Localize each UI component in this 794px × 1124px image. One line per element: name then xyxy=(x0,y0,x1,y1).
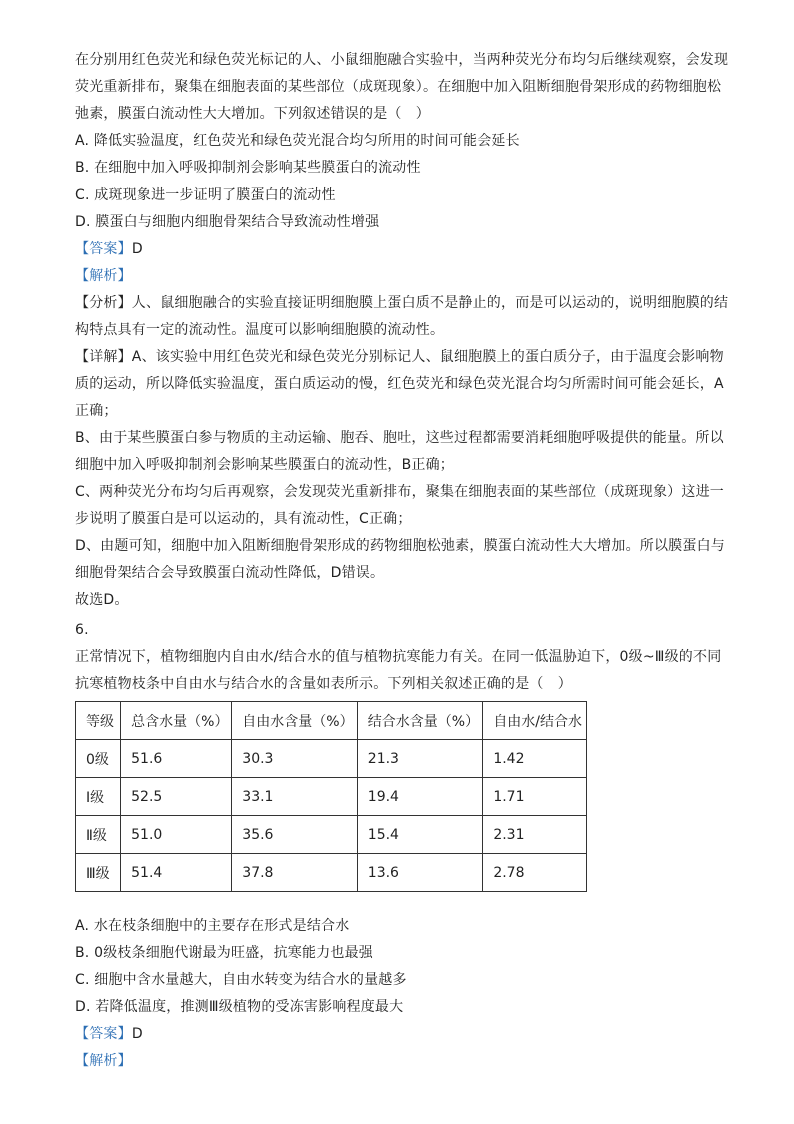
table-cell: 15.4 xyxy=(357,816,483,854)
q6-option-a: A. 水在枝条细胞中的主要存在形式是结合水 xyxy=(75,918,350,934)
table-header-cell: 自由水/结合水 xyxy=(483,702,587,740)
q6-option-d: D. 若降低温度，推测Ⅲ级植物的受冻害影响程度最大 xyxy=(75,999,404,1015)
q5-explanation-line-11: 细胞骨架结合会导致膜蛋白流动性降低，D错误。 xyxy=(75,565,385,581)
table-cell: 51.4 xyxy=(121,854,232,892)
table-cell: 33.1 xyxy=(232,778,358,816)
q5-explanation-line-2: 构特点具有一定的流动性。温度可以影响细胞膜的流动性。 xyxy=(75,322,445,338)
q6-number: 6. xyxy=(75,622,89,638)
q5-analysis-tag: 【解析】 xyxy=(75,268,132,284)
table-cell: Ⅰ级 xyxy=(76,778,121,816)
q5-explanation-line-6: B、由于某些膜蛋白参与物质的主动运输、胞吞、胞吐，这些过程都需要消耗细胞呼吸提供的能量。所以 xyxy=(75,430,724,446)
q6-stem-line-2: 抗寒植物枝条中自由水与结合水的含量如表所示。下列相关叙述正确的是（ ） xyxy=(75,676,572,692)
table-header-cell: 等级 xyxy=(76,702,121,740)
q6-answer xyxy=(75,1024,143,1044)
table-cell: Ⅱ级 xyxy=(76,816,121,854)
table-cell: 19.4 xyxy=(357,778,483,816)
answer-value: D xyxy=(131,241,143,257)
table-row xyxy=(76,816,587,854)
answer-tag: 【答案】 xyxy=(75,1026,132,1042)
q5-option-d: D. 膜蛋白与细胞内细胞骨架结合导致流动性增强 xyxy=(75,214,380,230)
q5-explanation-line-10: D、由题可知，细胞中加入阻断细胞骨架形成的药物细胞松弛素，膜蛋白流动性大大增加。所以膜蛋白与 xyxy=(75,538,725,554)
q5-explanation-line-7: 细胞中加入呼吸抑制剂会影响某些膜蛋白的流动性，B正确； xyxy=(75,457,455,473)
table-row xyxy=(76,778,587,816)
q5-explanation-line-1: 【分析】人、鼠细胞融合的实验直接证明细胞膜上蛋白质不是静止的，而是可以运动的，说明细胞膜的结 xyxy=(75,295,729,311)
table-header-cell: 结合水含量（%） xyxy=(357,702,483,740)
q5-explanation-line-3: 【详解】A、该实验中用红色荧光和绿色荧光分别标记人、鼠细胞膜上的蛋白质分子，由于温度会影响物 xyxy=(75,349,724,365)
q5-answer xyxy=(75,239,143,259)
water-content-table xyxy=(75,701,587,892)
table-header-row xyxy=(76,702,587,740)
q5-explanation-line-4: 质的运动，所以降低实验温度，蛋白质运动的慢，红色荧光和绿色荧光混合均匀所需时间可能会延长，A xyxy=(75,376,724,392)
table-cell: 2.78 xyxy=(483,854,587,892)
table-cell: 0级 xyxy=(76,740,121,778)
q6-analysis-tag: 【解析】 xyxy=(75,1053,132,1069)
table-cell: 1.42 xyxy=(483,740,587,778)
table-cell: Ⅲ级 xyxy=(76,854,121,892)
q6-stem-line-1: 正常情况下，植物细胞内自由水/结合水的值与植物抗寒能力有关。在同一低温胁迫下，0级~Ⅲ级的不同 xyxy=(75,649,722,665)
table-row xyxy=(76,740,587,778)
q5-explanation-line-8: C、两种荧光分布均匀后再观察，会发现荧光重新排布，聚集在细胞表面的某些部位（成斑现象）这进一 xyxy=(75,484,724,500)
table-cell: 52.5 xyxy=(121,778,232,816)
table-cell: 51.0 xyxy=(121,816,232,854)
q5-stem-line-1: 在分别用红色荧光和绿色荧光标记的人、小鼠细胞融合实验中，当两种荧光分布均匀后继续观察，会发现 xyxy=(75,52,729,68)
q5-stem-line-3: 弛素，膜蛋白流动性大大增加。下列叙述错误的是（ ） xyxy=(75,106,430,122)
answer-value: D xyxy=(131,1026,143,1042)
table-cell: 1.71 xyxy=(483,778,587,816)
q5-option-a: A. 降低实验温度，红色荧光和绿色荧光混合均匀所用的时间可能会延长 xyxy=(75,133,520,149)
q5-explanation-line-9: 步说明了膜蛋白是可以运动的，具有流动性，C正确； xyxy=(75,511,412,527)
table-cell: 13.6 xyxy=(357,854,483,892)
table-header-cell: 自由水含量（%） xyxy=(232,702,358,740)
q5-option-c: C. 成斑现象进一步证明了膜蛋白的流动性 xyxy=(75,187,336,203)
q5-explanation-line-5: 正确； xyxy=(75,403,118,419)
table-cell: 30.3 xyxy=(232,740,358,778)
table-cell: 35.6 xyxy=(232,816,358,854)
table-cell: 21.3 xyxy=(357,740,483,778)
table-cell: 37.8 xyxy=(232,854,358,892)
table-cell: 51.6 xyxy=(121,740,232,778)
table-cell: 2.31 xyxy=(483,816,587,854)
q5-stem-line-2: 荧光重新排布，聚集在细胞表面的某些部位（成斑现象）。在细胞中加入阻断细胞骨架形成的药物细胞松 xyxy=(75,79,722,95)
answer-tag: 【答案】 xyxy=(75,241,132,257)
table-header-cell: 总含水量（%） xyxy=(121,702,232,740)
q5-explanation-line-12: 故选D。 xyxy=(75,592,129,608)
table-row xyxy=(76,854,587,892)
q6-option-b: B. 0级枝条细胞代谢最为旺盛，抗寒能力也最强 xyxy=(75,945,374,961)
q6-option-c: C. 细胞中含水量越大，自由水转变为结合水的量越多 xyxy=(75,972,407,988)
q5-option-b: B. 在细胞中加入呼吸抑制剂会影响某些膜蛋白的流动性 xyxy=(75,160,421,176)
